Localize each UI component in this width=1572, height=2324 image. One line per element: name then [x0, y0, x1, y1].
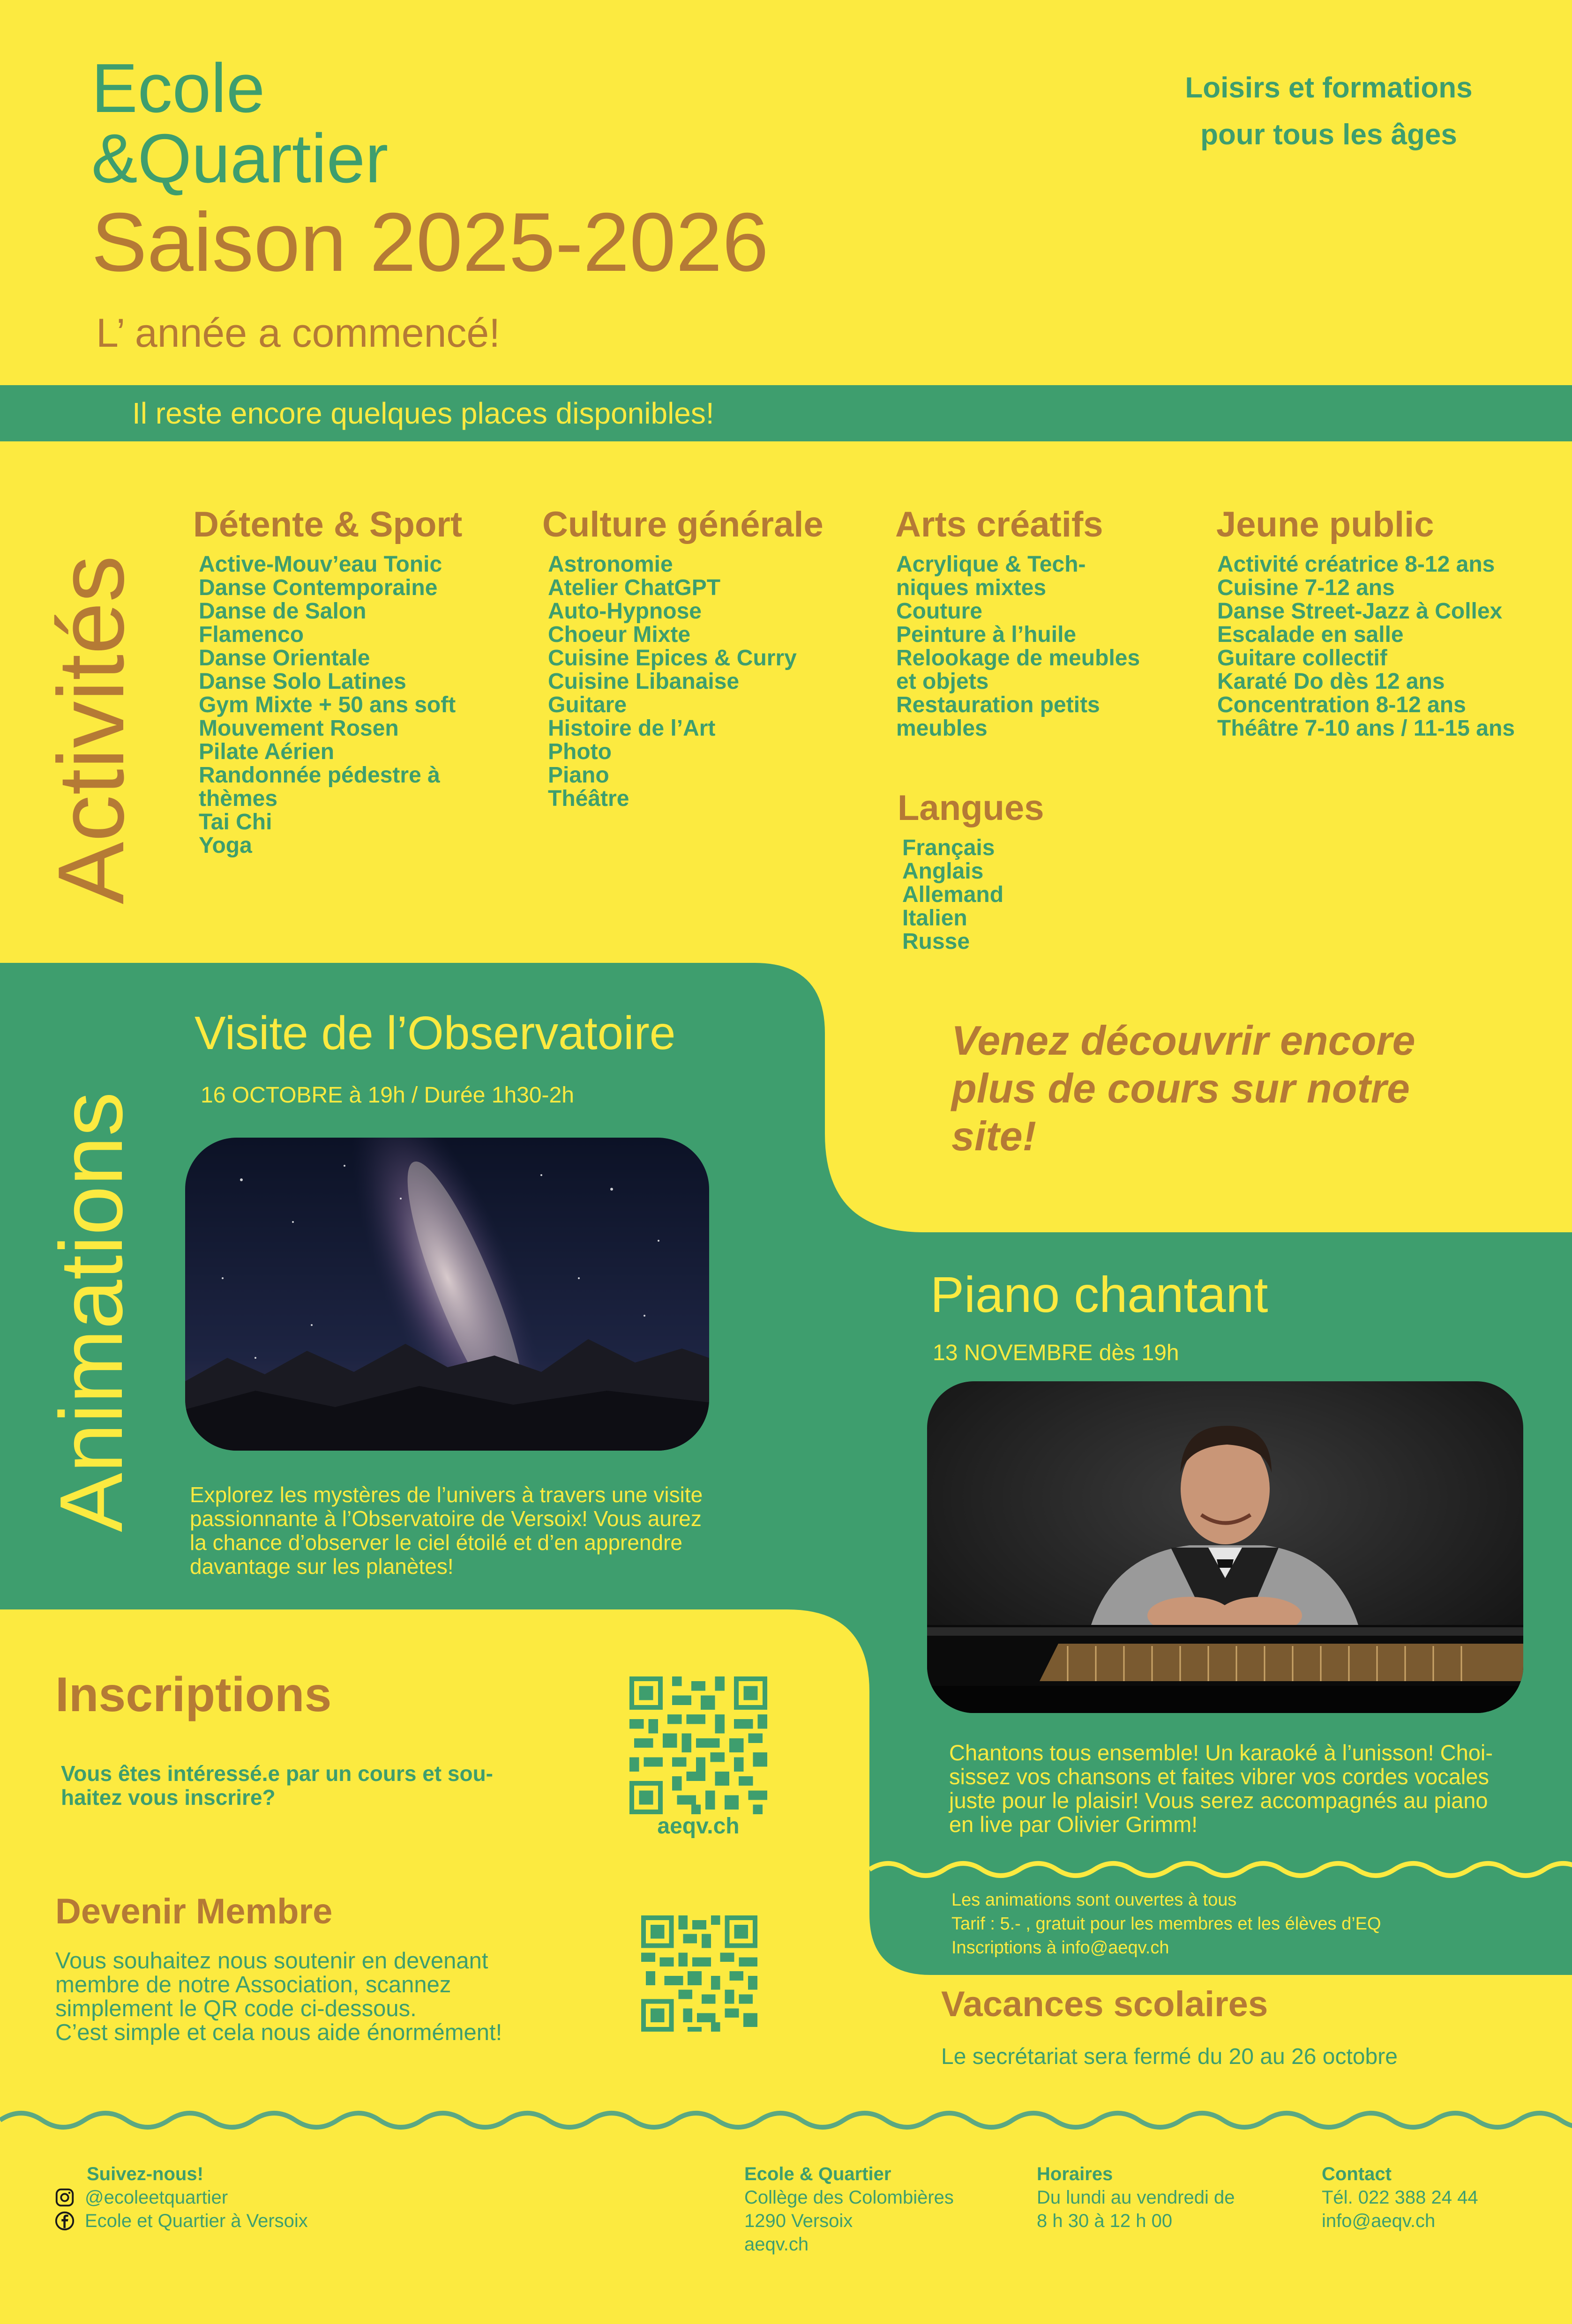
hours-title: Horaires [1037, 2164, 1113, 2184]
website-link[interactable]: aeqv.ch [744, 2234, 809, 2255]
activity-item[interactable]: Gym Mixte + 50 ans soft [199, 693, 456, 717]
activity-list [895, 553, 1140, 740]
activity-item[interactable]: Danse Orientale [199, 646, 370, 670]
subtitle: L’ année a commencé! [96, 311, 501, 356]
activity-item[interactable]: Danse Solo Latines [199, 669, 406, 694]
title-line-1: Ecole [91, 50, 265, 127]
description-line: Chantons tous ensemble! Un karaoké à l’unisson! Choi- [949, 1740, 1493, 1765]
pianist-photo [927, 1381, 1523, 1713]
footer-address [744, 2162, 954, 2256]
piano-title: Piano chantant [930, 1266, 1268, 1323]
observatoire-title: Visite de l’Observatoire [195, 1007, 676, 1059]
activity-item[interactable]: Italien [902, 906, 967, 931]
activity-item[interactable]: Karaté Do dès 12 ans [1217, 669, 1445, 694]
activity-item[interactable]: Photo [548, 739, 612, 764]
activity-item[interactable]: Danse Contemporaine [199, 575, 438, 600]
category-title: Langues [898, 788, 1044, 828]
activity-list [1216, 553, 1515, 740]
activity-item[interactable]: Tai Chi [199, 810, 272, 834]
contact-title: Contact [1322, 2164, 1392, 2184]
description-line: Explorez les mystères de l’univers à travers une visite [190, 1482, 703, 1507]
title-line-2: &Quartier [91, 120, 389, 197]
instagram-handle[interactable]: @ecoleetquartier [85, 2187, 228, 2208]
vacances-title: Vacances scolaires [941, 1984, 1268, 2024]
qr-label[interactable]: aeqv.ch [657, 1814, 740, 1839]
activity-item[interactable]: Restauration petits [896, 693, 1100, 717]
qr-code-icon[interactable] [629, 1676, 767, 1814]
category-title: Arts créatifs [895, 505, 1103, 544]
description-line: passionnante à l’Observatoire de Versoix! Vous aurez [190, 1506, 702, 1531]
activity-item[interactable]: Pilate Aérien [199, 739, 335, 764]
activity-item[interactable]: Choeur Mixte [548, 622, 691, 647]
promo-line: site! [951, 1113, 1036, 1159]
activity-list [542, 553, 823, 811]
description-line: sissez vos chansons et faites vibrer vos cordes vocales [949, 1764, 1490, 1789]
activity-item[interactable]: Active-Mouv’eau Tonic [199, 552, 442, 577]
facebook-page[interactable]: Ecole et Quartier à Versoix [85, 2211, 308, 2231]
inscriptions-text [61, 1762, 493, 1810]
info-line: Tarif : 5.- , gratuit pour les membres et les élèves d’EQ [951, 1914, 1381, 1934]
activity-item[interactable]: Cuisine Epices & Curry [548, 646, 797, 670]
address-title: Ecole & Quartier [744, 2164, 891, 2184]
activity-item[interactable]: Astronomie [548, 552, 673, 577]
availability-banner: Il reste encore quelques places disponibles! [132, 396, 714, 430]
activity-list [898, 836, 1044, 953]
tagline [1125, 65, 1533, 158]
social-title: Suivez-nous! [87, 2164, 203, 2184]
activity-item[interactable]: Cuisine 7-12 ans [1217, 575, 1395, 600]
activity-item[interactable]: Danse de Salon [199, 599, 367, 624]
activities-side-label: Activités [39, 555, 143, 904]
description-line: davantage sur les planètes! [190, 1554, 454, 1579]
tagline-line-2: pour tous les âges [1200, 119, 1457, 151]
info-line[interactable]: Inscriptions à info@aeqv.ch [951, 1938, 1169, 1958]
text-line: Vous souhaitez nous soutenir en devenant [55, 1948, 488, 1974]
season-title: Saison 2025-2026 [91, 195, 769, 289]
category-title: Détente & Sport [193, 505, 463, 544]
qr-code-icon[interactable] [641, 1915, 757, 2032]
activity-item[interactable]: et objets [896, 669, 989, 694]
instagram-icon [54, 2187, 75, 2208]
address-line: 1290 Versoix [744, 2211, 853, 2231]
activity-item[interactable]: Atelier ChatGPT [548, 575, 721, 600]
activity-item[interactable]: Guitare [548, 693, 627, 717]
promo-line: Venez découvrir encore [951, 1017, 1415, 1064]
activity-item[interactable]: Guitare collectif [1217, 646, 1387, 670]
category-title: Culture générale [542, 505, 823, 544]
category-arts-creatifs [895, 501, 1140, 740]
activity-item[interactable]: Peinture à l’huile [896, 622, 1077, 647]
activity-item[interactable]: Yoga [199, 833, 252, 858]
activity-item[interactable]: Théâtre 7-10 ans / 11-15 ans [1217, 716, 1515, 741]
activity-item[interactable]: Concentration 8-12 ans [1217, 693, 1466, 717]
membre-title: Devenir Membre [55, 1892, 333, 1931]
activity-list [193, 553, 462, 857]
animations-info [951, 1888, 1381, 1960]
description-line: en live par Olivier Grimm! [949, 1812, 1198, 1837]
animations-side-label: Animations [42, 1092, 141, 1532]
address-line: Collège des Colombières [744, 2187, 954, 2208]
activity-item[interactable]: Théâtre [548, 786, 629, 811]
activity-item[interactable]: Flamenco [199, 622, 304, 647]
category-jeune-public [1216, 501, 1515, 740]
category-langues [898, 785, 1044, 953]
activity-item[interactable]: Cuisine Libanaise [548, 669, 740, 694]
vacances-text: Le secrétariat sera fermé du 20 au 26 octobre [941, 2044, 1398, 2069]
footer-contact [1322, 2162, 1478, 2233]
info-line: Les animations sont ouvertes à tous [951, 1890, 1237, 1910]
activity-item[interactable]: Couture [896, 599, 982, 624]
activity-item[interactable]: Russe [902, 929, 970, 954]
tagline-line-1: Loisirs et formations [1185, 72, 1473, 104]
night-sky-photo [185, 1138, 709, 1451]
hours-line: 8 h 30 à 12 h 00 [1037, 2211, 1173, 2231]
category-culture-generale [542, 501, 823, 811]
text-line: Vous êtes intéressé.e par un cours et sou- [61, 1761, 493, 1786]
activity-item[interactable]: Français [902, 835, 995, 860]
text-line: simplement le QR code ci-dessous. [55, 1996, 417, 2021]
activity-item[interactable]: Relookage de meubles [896, 646, 1140, 670]
activity-item[interactable]: Piano [548, 763, 609, 788]
activity-item[interactable]: Mouvement Rosen [199, 716, 399, 741]
email-link[interactable]: info@aeqv.ch [1322, 2211, 1436, 2231]
text-line: membre de notre Association, scannez [55, 1972, 451, 1997]
category-detente-sport [193, 501, 462, 857]
activity-item[interactable]: Allemand [902, 882, 1004, 907]
activity-item[interactable]: meubles [896, 716, 988, 741]
activity-item[interactable]: Activité créatrice 8-12 ans [1217, 552, 1495, 577]
piano-date: 13 NOVEMBRE dès 19h [933, 1341, 1179, 1365]
description-line: la chance d’observer le ciel étoilé et d’en apprendre [190, 1530, 682, 1555]
hours-line: Du lundi au vendredi de [1037, 2187, 1235, 2208]
activity-item[interactable]: Anglais [902, 859, 984, 884]
activity-item[interactable]: Histoire de l’Art [548, 716, 716, 741]
promo-line: plus de cours sur notre [951, 1065, 1410, 1111]
activity-item[interactable]: Auto-Hypnose [548, 599, 702, 624]
activity-item[interactable]: Escalade en salle [1217, 622, 1404, 647]
facebook-icon [54, 2210, 75, 2232]
footer-hours [1037, 2162, 1235, 2233]
social-instagram[interactable] [54, 2186, 228, 2209]
phone-link[interactable]: Tél. 022 388 24 44 [1322, 2187, 1478, 2208]
category-title: Jeune public [1216, 505, 1434, 544]
social-facebook[interactable] [54, 2209, 308, 2233]
activity-item[interactable]: Acrylique & Tech- [896, 552, 1086, 577]
piano-description [949, 1741, 1493, 1836]
text-line: haitez vous inscrire? [61, 1785, 276, 1810]
inscriptions-title: Inscriptions [55, 1668, 332, 1722]
activity-item[interactable]: niques mixtes [896, 575, 1047, 600]
activity-item[interactable]: thèmes [199, 786, 278, 811]
membre-text [55, 1949, 502, 2045]
activity-item[interactable]: Randonnée pédestre à [199, 763, 440, 788]
observatoire-date: 16 OCTOBRE à 19h / Durée 1h30-2h [201, 1083, 574, 1108]
description-line: juste pour le plaisir! Vous serez accompagnés au piano [949, 1788, 1488, 1813]
activity-item[interactable]: Danse Street-Jazz à Collex [1217, 599, 1503, 624]
website-promo[interactable] [951, 1017, 1415, 1160]
text-line: C’est simple et cela nous aide énormément! [55, 2020, 502, 2045]
observatoire-description [190, 1483, 703, 1579]
